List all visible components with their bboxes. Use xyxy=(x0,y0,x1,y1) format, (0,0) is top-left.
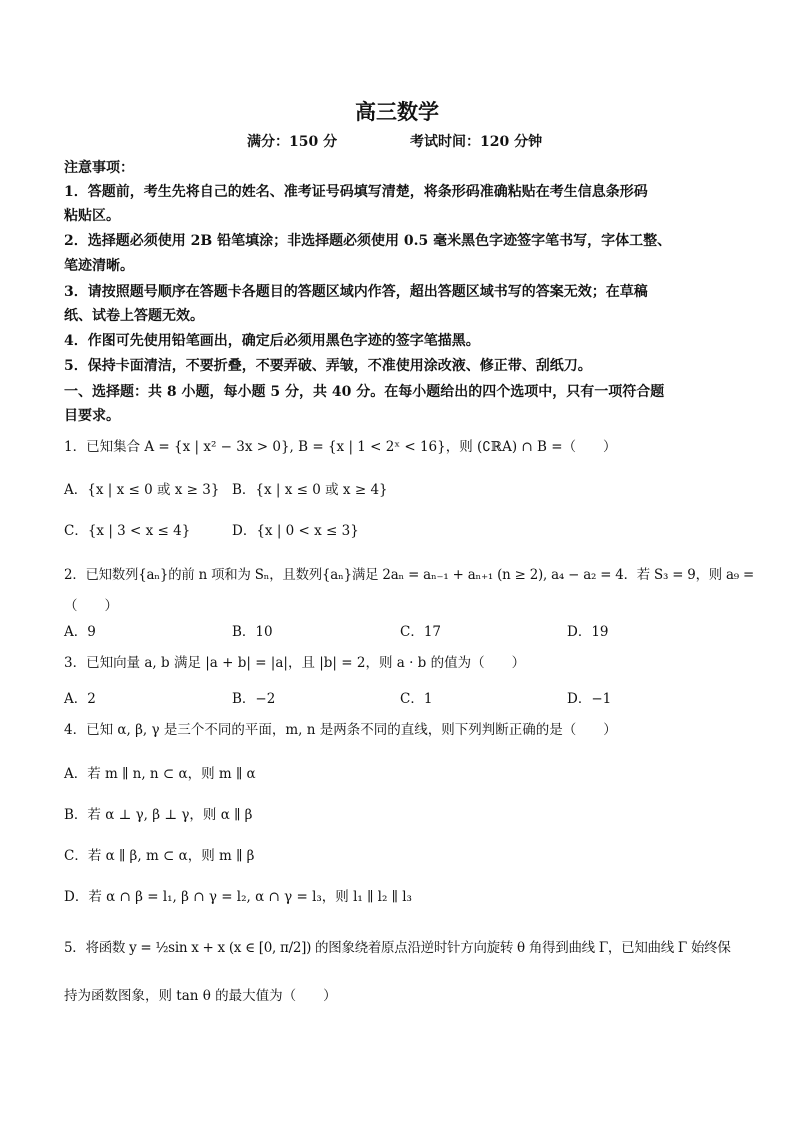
note-line: 纸、试卷上答题无效。 xyxy=(64,308,204,324)
note-line: 笔迹清晰。 xyxy=(64,258,134,274)
note-line: 粘贴区。 xyxy=(64,208,120,224)
question-3-option-d: D．−1 xyxy=(567,691,612,707)
question-5-stem-cont: 持为函数图象，则 tan θ 的最大值为（ ） xyxy=(64,988,337,1004)
question-1-option-c: C．{x | 3 < x ≤ 4} xyxy=(64,523,191,539)
full-score: 满分：150 分 xyxy=(247,134,338,150)
section-heading: 一、选择题：共 8 小题，每小题 5 分，共 40 分。在每小题给出的四个选项中，只有一项符合题 xyxy=(64,384,665,400)
question-2-stem: 2．已知数列{aₙ}的前 n 项和为 Sₙ，且数列{aₙ}满足 2aₙ = aₙ₋₁ + aₙ₊₁ (n ≥ 2), a₄ − a₂ = 4．若 S₃ = 9，则 a₉ = xyxy=(64,567,754,583)
question-3-option-a: A．2 xyxy=(64,691,96,707)
notes-heading: 注意事项： xyxy=(64,160,134,176)
question-4-option-a: A．若 m ∥ n, n ⊂ α，则 m ∥ α xyxy=(64,766,256,782)
question-3-stem: 3．已知向量 a, b 满足 |a + b| = |a|，且 |b| = 2，则 a · b 的值为（ ） xyxy=(64,655,526,671)
question-1-option-d: D．{x | 0 < x ≤ 3} xyxy=(232,523,359,539)
question-3-option-b: B．−2 xyxy=(232,691,276,707)
question-2-answer-paren: （ ） xyxy=(64,598,118,614)
note-line: 3．请按照题号顺序在答题卡各题目的答题区域内作答，超出答题区域书写的答案无效；在草稿 xyxy=(64,284,648,300)
question-2-option-a: A．9 xyxy=(64,624,96,640)
question-4-option-d: D．若 α ∩ β = l₁, β ∩ γ = l₂, α ∩ γ = l₃，则 l₁ ∥ l₂ ∥ l₃ xyxy=(64,889,412,905)
exam-time: 考试时间：120 分钟 xyxy=(410,134,543,150)
question-2-option-c: C．17 xyxy=(400,624,442,640)
question-1-stem: 1．已知集合 A = {x | x² − 3x > 0}, B = {x | 1 < 2ˣ < 16}，则 (∁ℝA) ∩ B =（ ） xyxy=(64,439,617,455)
question-4-option-c: C．若 α ∥ β, m ⊂ α，则 m ∥ β xyxy=(64,848,255,864)
question-3-option-c: C．1 xyxy=(400,691,433,707)
note-line: 1．答题前，考生先将自己的姓名、准考证号码填写清楚，将条形码准确粘贴在考生信息条形码 xyxy=(64,184,648,200)
note-line: 2．选择题必须使用 2B 铅笔填涂；非选择题必须使用 0.5 毫米黑色字迹签字笔书写，字体工整、 xyxy=(64,233,672,249)
question-4-stem: 4．已知 α, β, γ 是三个不同的平面，m, n 是两条不同的直线，则下列判断正确的是（ ） xyxy=(64,722,617,738)
section-heading-cont: 目要求。 xyxy=(64,408,120,424)
note-line: 4．作图可先使用铅笔画出，确定后必须用黑色字迹的签字笔描黑。 xyxy=(64,333,480,349)
question-1-option-a: A．{x | x ≤ 0 或 x ≥ 3} xyxy=(64,482,220,498)
question-2-option-b: B．10 xyxy=(232,624,273,640)
note-line: 5．保持卡面清洁，不要折叠，不要弄破、弄皱，不准使用涂改液、修正带、刮纸刀。 xyxy=(64,358,592,374)
question-1-option-b: B．{x | x ≤ 0 或 x ≥ 4} xyxy=(232,482,388,498)
question-2-option-d: D．19 xyxy=(567,624,609,640)
question-5-stem: 5．将函数 y = ½sin x + x (x ∈ [0, π/2]) 的图象绕着原点沿逆时针方向旋转 θ 角得到曲线 Γ，已知曲线 Γ 始终保 xyxy=(64,940,731,956)
exam-title: 高三数学 xyxy=(355,99,439,124)
question-4-option-b: B．若 α ⊥ γ, β ⊥ γ，则 α ∥ β xyxy=(64,807,253,823)
